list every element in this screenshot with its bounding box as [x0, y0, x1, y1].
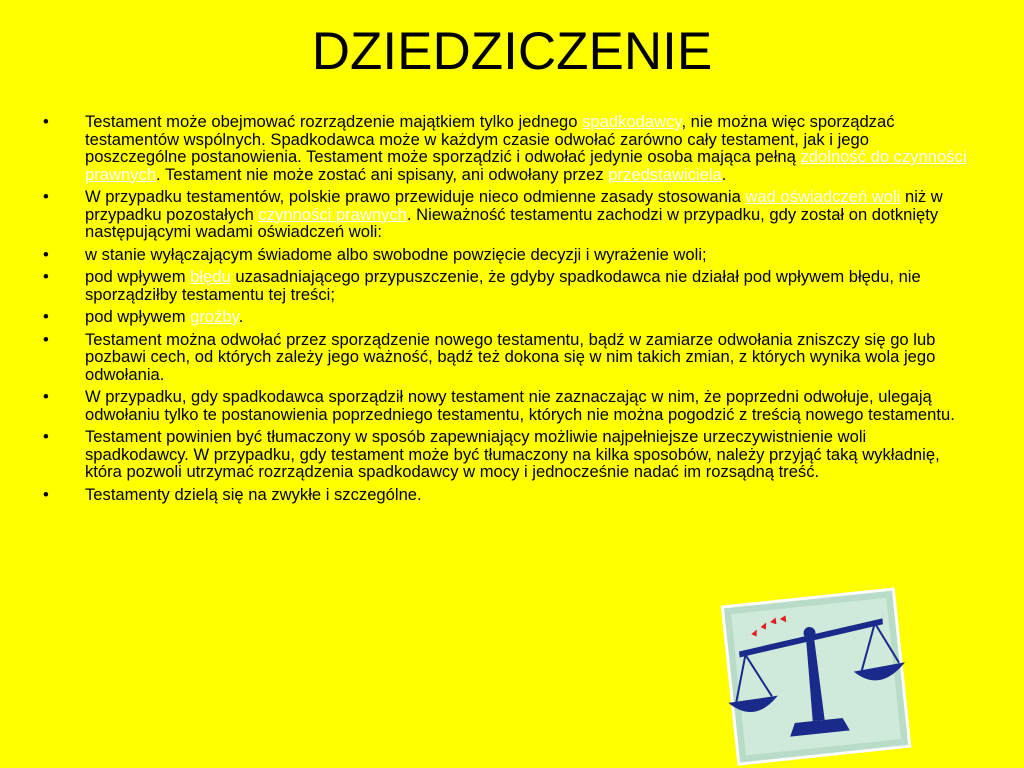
bullet-marker: • — [43, 387, 49, 406]
bullet-text: , nie można więc sporządzać testamentów wspólnych. Spadkodawca może w każdym czasie odwołać zarówno cały testament, jak i jego poszczególne postanowienia. Testament może sporządzić i odwołać jedynie osoba mająca pełną — [85, 112, 895, 166]
bullet-text: pod wpływem — [85, 267, 191, 286]
bullet-marker: • — [43, 187, 49, 206]
wiki-link[interactable]: spadkodawcy — [582, 112, 682, 131]
bullet-list — [40, 113, 970, 508]
bullet-marker: • — [43, 484, 49, 504]
bullet-text: Testament można odwołać przez sporządzenie nowego testamentu, bądź w zamiarze odwołania zniszczy się go lub pozbawi cech, od których zależy jego ważność, bądź też dokona się w nim takich zmian, z których wynika wola jego odwołania. — [85, 329, 936, 384]
wiki-link[interactable]: czynności prawnych — [258, 204, 407, 224]
bullet-marker: • — [43, 244, 49, 264]
bullet-marker: • — [43, 112, 49, 131]
bullet-item — [40, 188, 970, 241]
bullet-text: w stanie wyłączającym świadome albo swobodne powzięcie decyzji i wyrażenie woli; — [85, 244, 707, 264]
bullet-item — [40, 388, 970, 423]
bullet-item — [40, 268, 970, 303]
bullet-text: Testament może obejmować rozrządzenie majątkiem tylko jednego — [85, 112, 583, 131]
scales-of-justice-icon — [712, 586, 912, 766]
bullet-item — [40, 246, 970, 264]
bullet-text: Testamenty dzielą się na zwykłe i szczególne. — [85, 484, 422, 504]
bullet-item — [40, 486, 970, 504]
bullet-text: uzasadniającego przypuszczenie, że gdyby spadkodawca nie działał pod wpływem błędu, nie sporządziłby testamentu tej treści; — [85, 267, 921, 304]
bullet-item — [40, 428, 970, 481]
wiki-link[interactable]: wad oświadczeń woli — [745, 187, 901, 206]
bullet-text: W przypadku testamentów, polskie prawo przewiduje nieco odmienne zasady stosowania — [85, 187, 746, 206]
slide-title: DZIEDZICZENIE — [311, 22, 713, 81]
bullet-text: Testament powinien być tłumaczony w sposób zapewniający możliwie najpełniejsze urzeczywistnienie woli spadkodawcy. W przypadku, gdy testament może być tłumaczony na kilka sposobów, należy przyjąć taką wykładnię, która pozwoli utrzymać rozrządzenia spadkodawcy w mocy i jednocześnie nadać im rozsądną treść. — [85, 427, 940, 481]
bullet-text: W przypadku, gdy spadkodawca sporządził nowy testament nie zaznaczając w nim, że poprzedni odwołuje, ulegają odwołaniu tylko te postanowienia poprzedniego testamentu, których nie można pogodzić z treścią nowego testamentu. — [85, 387, 955, 424]
bullet-marker: • — [43, 329, 49, 349]
bullet-text: . Nieważność testamentu zachodzi w przypadku, gdy został on dotknięty następującymi wadami oświadczeń woli: — [85, 204, 939, 241]
wiki-link[interactable]: przedstawiciela — [608, 164, 722, 184]
wiki-link[interactable]: zdolność do czynności prawnych — [85, 147, 967, 184]
bullet-text: . — [238, 307, 244, 326]
bullet-item — [40, 331, 970, 384]
bullet-item — [40, 308, 970, 326]
bullet-text: . Testament nie może zostać ani spisany, ani odwołany przez — [156, 164, 609, 184]
bullet-text: . — [721, 164, 727, 184]
bullet-text: pod wpływem — [85, 307, 191, 326]
wiki-link[interactable]: błędu — [190, 267, 231, 286]
bullet-marker: • — [43, 267, 49, 286]
bullet-text: niż w przypadku pozostałych — [85, 187, 943, 224]
wiki-link[interactable]: groźby — [190, 307, 239, 326]
bullet-item — [40, 113, 970, 183]
bullet-marker: • — [43, 427, 49, 446]
bullet-marker: • — [43, 307, 49, 326]
